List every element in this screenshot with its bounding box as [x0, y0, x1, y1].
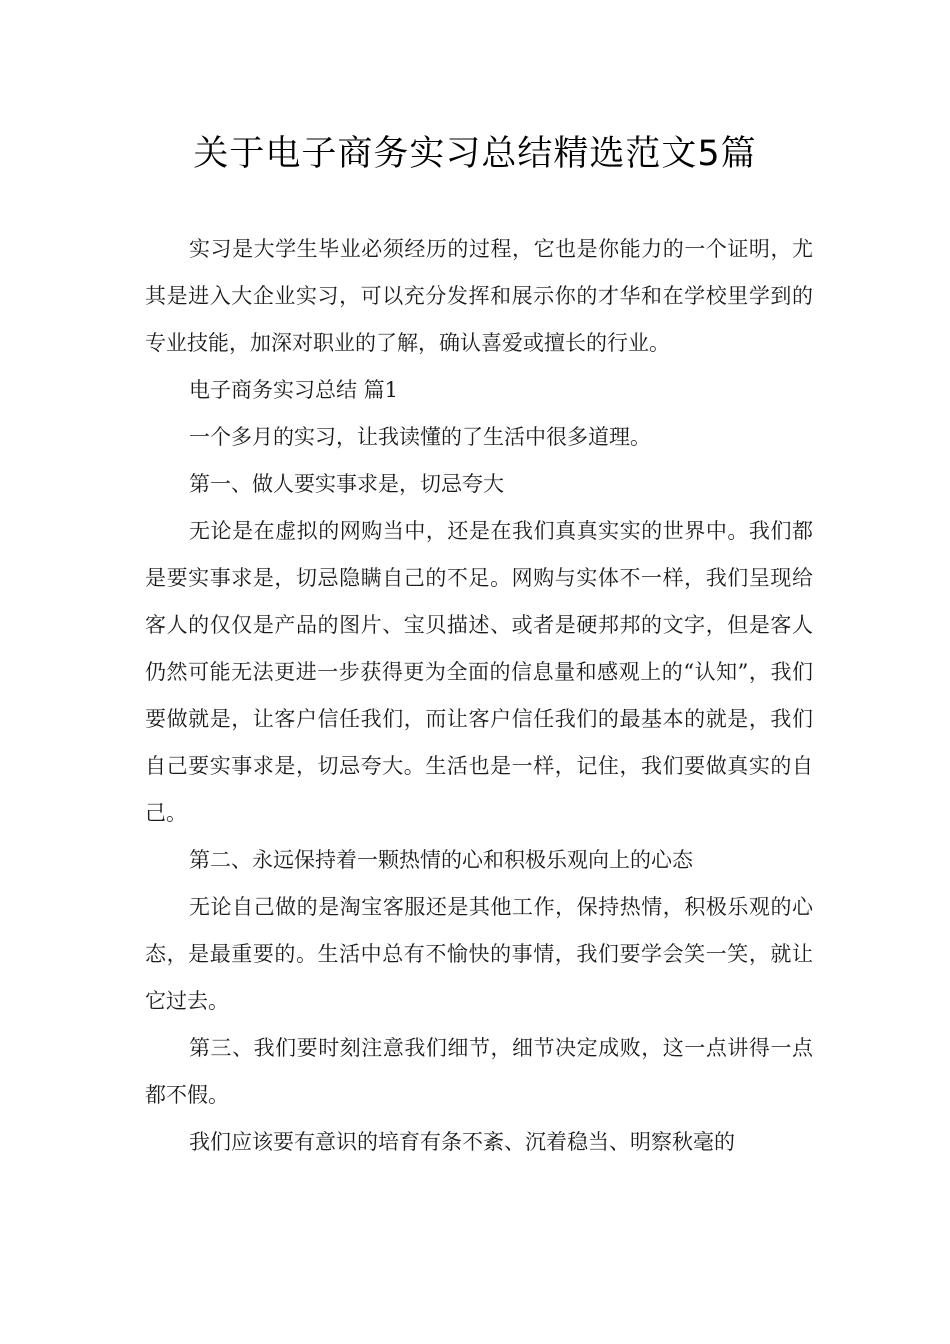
- point-heading-3: 第三、我们要时刻注意我们细节，细节决定成败，这一点讲得一点都不假。: [145, 1036, 813, 1107]
- body-paragraph: 一个多月的实习，让我读懂的了生活中很多道理。: [189, 425, 651, 449]
- body-paragraph: 无论自己做的是淘宝客服还是其他工作，保持热情，积极乐观的心态，是最重要的。生活中总有不愉快的事情，我们要学会笑一笑，就让它过去。: [145, 895, 813, 1013]
- body-paragraph: 我们应该要有意识的培育有条不紊、沉着稳当、明察秋毫的: [189, 1130, 735, 1154]
- document-title: 关于电子商务实习总结精选范文5篇: [193, 134, 757, 174]
- document-body: [145, 226, 813, 1166]
- body-paragraph: 无论是在虚拟的网购当中，还是在我们真真实实的世界中。我们都是要实事求是，切忌隐瞒自己的不足。网购与实体不一样，我们呈现给客人的仅仅是产品的图片、宝贝描述、或者是硬邦邦的文字，但是客人仍然可能无法更进一步获得更为全面的信息量和感观上的“认知”，我们要做就是，让客户信任我们，而让客户信任我们的最基本的就是，我们自己要实事求是，切忌夸大。生活也是一样，记住，我们要做真实的自己。: [145, 519, 813, 825]
- point-heading-1: 第一、做人要实事求是，切忌夸大: [189, 472, 504, 496]
- point-heading-2: 第二、永远保持着一颗热情的心和积极乐观向上的心态: [189, 848, 693, 872]
- section-heading: 电子商务实习总结 篇1: [189, 378, 399, 402]
- intro-paragraph: 实习是大学生毕业必须经历的过程，它也是你能力的一个证明，尤其是进入大企业实习，可以充分发挥和展示你的才华和在学校里学到的专业技能，加深对职业的了解，确认喜爱或擅长的行业。: [145, 237, 813, 355]
